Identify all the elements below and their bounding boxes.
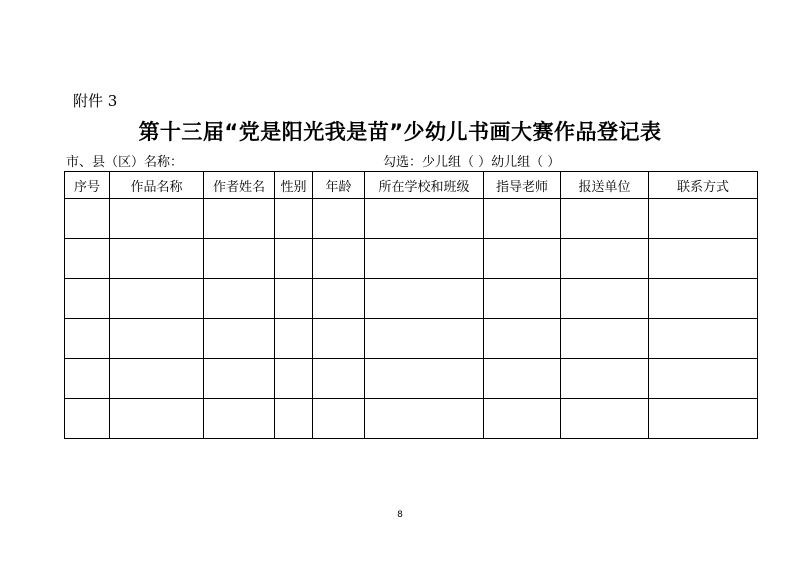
region-name-label: 市、县（区）名称：: [66, 155, 184, 170]
table-cell[interactable]: [65, 199, 110, 239]
table-cell[interactable]: [365, 279, 484, 319]
header-teacher: 指导老师: [484, 172, 561, 199]
table-cell[interactable]: [561, 199, 649, 239]
page-number: 8: [397, 510, 403, 520]
table-cell[interactable]: [275, 279, 313, 319]
table-cell[interactable]: [275, 199, 313, 239]
table-cell[interactable]: [110, 239, 204, 279]
table-row: [65, 279, 758, 319]
table-cell[interactable]: [649, 319, 758, 359]
header-school-class: 所在学校和班级: [365, 172, 484, 199]
table-cell[interactable]: [275, 359, 313, 399]
header-submitting-unit: 报送单位: [561, 172, 649, 199]
table-cell[interactable]: [365, 359, 484, 399]
header-contact: 联系方式: [649, 172, 758, 199]
table-cell[interactable]: [313, 239, 365, 279]
table-cell[interactable]: [484, 279, 561, 319]
table-cell[interactable]: [365, 399, 484, 439]
header-gender: 性别: [275, 172, 313, 199]
header-age: 年龄: [313, 172, 365, 199]
table-cell[interactable]: [649, 239, 758, 279]
table-cell[interactable]: [365, 199, 484, 239]
attachment-label: 附件 3: [73, 92, 118, 110]
table-cell[interactable]: [561, 239, 649, 279]
form-title: 第十三届“党是阳光我是苗”少幼儿书画大赛作品登记表: [138, 120, 662, 144]
table-cell[interactable]: [275, 319, 313, 359]
header-author-name: 作者姓名: [204, 172, 275, 199]
table-cell[interactable]: [561, 359, 649, 399]
table-cell[interactable]: [313, 279, 365, 319]
table-cell[interactable]: [204, 359, 275, 399]
table-cell[interactable]: [275, 239, 313, 279]
table-cell[interactable]: [561, 279, 649, 319]
table-row: [65, 239, 758, 279]
header-index: 序号: [65, 172, 110, 199]
table-cell[interactable]: [649, 279, 758, 319]
table-cell[interactable]: [649, 199, 758, 239]
group-select-label: 勾选：少儿组（ ）幼儿组（ ）: [383, 155, 561, 170]
table-cell[interactable]: [561, 319, 649, 359]
table-cell[interactable]: [65, 239, 110, 279]
table-row: [65, 359, 758, 399]
table-cell[interactable]: [484, 239, 561, 279]
table-cell[interactable]: [275, 399, 313, 439]
table-cell[interactable]: [204, 319, 275, 359]
table-cell[interactable]: [484, 399, 561, 439]
table-cell[interactable]: [204, 239, 275, 279]
table-cell[interactable]: [649, 399, 758, 439]
table-cell[interactable]: [204, 399, 275, 439]
table-row: [65, 319, 758, 359]
table-cell[interactable]: [110, 279, 204, 319]
table-row: [65, 399, 758, 439]
registration-table: [64, 171, 758, 439]
table-cell[interactable]: [561, 399, 649, 439]
table-cell[interactable]: [110, 199, 204, 239]
table-cell[interactable]: [110, 359, 204, 399]
table-cell[interactable]: [110, 399, 204, 439]
table-cell[interactable]: [110, 319, 204, 359]
table-cell[interactable]: [649, 359, 758, 399]
table-cell[interactable]: [204, 279, 275, 319]
table-cell[interactable]: [204, 199, 275, 239]
table-cell[interactable]: [313, 199, 365, 239]
table-cell[interactable]: [484, 199, 561, 239]
table-row: [65, 199, 758, 239]
table-cell[interactable]: [65, 399, 110, 439]
header-work-title: 作品名称: [110, 172, 204, 199]
table-cell[interactable]: [65, 359, 110, 399]
table-cell[interactable]: [484, 359, 561, 399]
table-cell[interactable]: [65, 279, 110, 319]
table-cell[interactable]: [313, 359, 365, 399]
table-cell[interactable]: [313, 399, 365, 439]
table-cell[interactable]: [484, 319, 561, 359]
table-cell[interactable]: [365, 319, 484, 359]
table-cell[interactable]: [65, 319, 110, 359]
table-cell[interactable]: [313, 319, 365, 359]
table-header-row: [65, 172, 758, 199]
table-cell[interactable]: [365, 239, 484, 279]
